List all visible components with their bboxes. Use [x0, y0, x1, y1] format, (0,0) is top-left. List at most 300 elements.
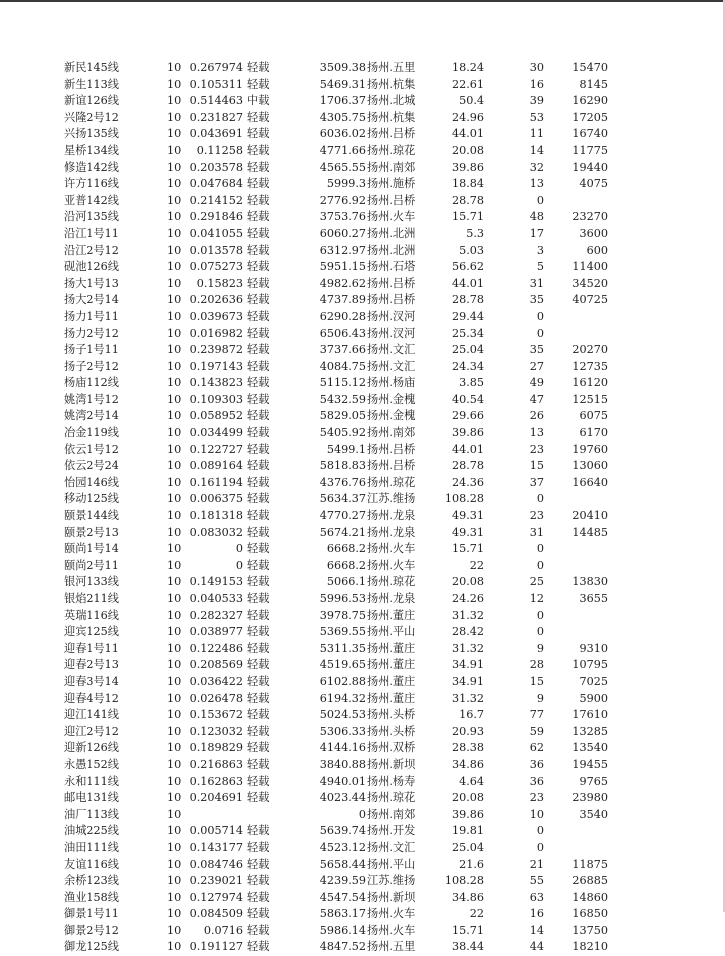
cell-name: 新谊126线	[64, 94, 119, 108]
cell-n: 10	[167, 127, 181, 141]
cell-val: 2776.92	[319, 193, 366, 207]
cell-type: 轻载	[247, 774, 270, 788]
table-row	[0, 292, 725, 309]
cell-n: 10	[167, 509, 181, 523]
cell-len: 15.71	[451, 210, 484, 224]
cell-tot: 3600	[579, 226, 608, 240]
cell-loc: 扬州.头桥	[367, 724, 416, 738]
cell-name: 迎新126线	[64, 741, 119, 755]
cell-cnt: 16	[529, 77, 544, 91]
cell-type: 轻载	[247, 442, 270, 456]
cell-n: 10	[167, 757, 181, 771]
cell-type: 轻载	[247, 392, 270, 406]
cell-tot: 18210	[572, 940, 608, 954]
cell-tot: 600	[586, 243, 608, 257]
cell-ratio: 0.043691	[189, 127, 243, 141]
cell-ratio: 0.214152	[189, 193, 243, 207]
cell-tot: 16290	[572, 94, 608, 108]
cell-n: 10	[167, 359, 181, 373]
cell-val: 1706.37	[319, 94, 366, 108]
cell-len: 4.64	[459, 774, 484, 788]
cell-n: 10	[167, 592, 181, 605]
cell-n: 10	[167, 525, 181, 539]
cell-len: 22	[469, 558, 484, 572]
table-row	[0, 226, 725, 243]
cell-val: 6102.88	[319, 674, 366, 688]
cell-loc: 扬州.董庄	[367, 691, 416, 705]
cell-n: 10	[167, 890, 181, 904]
cell-ratio: 0.034499	[189, 426, 243, 440]
table-row	[0, 359, 725, 376]
cell-name: 余桥123线	[64, 874, 119, 888]
cell-len: 108.28	[444, 492, 484, 506]
cell-type: 轻载	[247, 874, 270, 888]
cell-len: 108.28	[444, 874, 484, 888]
cell-len: 25.04	[451, 840, 484, 854]
cell-cnt: 17	[529, 226, 544, 240]
cell-loc: 扬州.北洲	[367, 243, 416, 257]
cell-n: 10	[167, 160, 181, 174]
cell-tot: 17610	[572, 708, 608, 722]
cell-name: 永和111线	[64, 774, 119, 788]
cell-len: 24.34	[451, 359, 484, 373]
cell-len: 24.36	[451, 475, 484, 489]
cell-loc: 扬州.杨庙	[367, 376, 416, 390]
cell-n: 10	[167, 791, 181, 805]
cell-name: 扬力1号11	[64, 309, 119, 323]
cell-name: 修造142线	[64, 160, 119, 174]
cell-len: 31.32	[451, 608, 484, 622]
cell-loc: 扬州.董庄	[367, 658, 416, 672]
cell-len: 29.66	[451, 409, 484, 423]
cell-val: 3509.38	[319, 61, 366, 74]
cell-type: 轻载	[247, 293, 270, 307]
cell-val: 5863.17	[319, 907, 366, 921]
cell-tot: 5900	[579, 691, 608, 705]
cell-ratio: 0.013578	[189, 243, 243, 257]
cell-ratio: 0.123032	[189, 724, 243, 738]
table-row	[0, 840, 725, 857]
cell-cnt: 0	[536, 840, 544, 854]
cell-cnt: 77	[529, 708, 544, 722]
table-row	[0, 126, 725, 143]
cell-tot: 40725	[572, 293, 608, 307]
cell-loc: 扬州.吕桥	[367, 442, 416, 456]
cell-cnt: 23	[529, 791, 544, 805]
cell-n: 10	[167, 343, 181, 357]
spreadsheet-table	[0, 60, 725, 956]
cell-tot: 11775	[572, 143, 608, 157]
cell-ratio: 0.162863	[189, 774, 243, 788]
table-row	[0, 309, 725, 326]
cell-val: 4519.65	[319, 658, 366, 672]
cell-tot: 14485	[572, 525, 608, 539]
cell-val: 6312.97	[319, 243, 366, 257]
cell-val: 3737.66	[319, 343, 366, 357]
cell-cnt: 28	[529, 658, 544, 672]
cell-loc: 扬州.琼花	[367, 575, 416, 589]
cell-ratio: 0.005714	[189, 824, 243, 838]
cell-ratio: 0.0716	[203, 923, 243, 937]
table-row	[0, 243, 725, 260]
cell-len: 31.32	[451, 691, 484, 705]
cell-name: 冶金119线	[64, 426, 119, 440]
cell-n: 10	[167, 210, 181, 224]
cell-loc: 扬州.火车	[367, 923, 416, 937]
cell-loc: 扬州.琼花	[367, 143, 416, 157]
cell-name: 怡园146线	[64, 475, 119, 489]
cell-name: 姚湾2号14	[64, 409, 119, 423]
cell-len: 50.4	[459, 94, 484, 108]
cell-name: 迎春3号14	[64, 674, 119, 688]
cell-ratio: 0.047684	[189, 177, 243, 191]
cell-cnt: 5	[536, 260, 544, 274]
cell-name: 沿河135线	[64, 210, 119, 224]
cell-tot: 10795	[572, 658, 608, 672]
cell-n: 10	[167, 392, 181, 406]
cell-n: 10	[167, 674, 181, 688]
cell-cnt: 37	[529, 475, 544, 489]
cell-ratio: 0.075273	[189, 260, 243, 274]
cell-cnt: 0	[536, 193, 544, 207]
cell-val: 4305.75	[319, 110, 366, 124]
cell-name: 沿江1号11	[64, 226, 119, 240]
cell-type: 轻载	[247, 260, 270, 274]
cell-ratio: 0.109303	[189, 392, 243, 406]
cell-cnt: 0	[536, 492, 544, 506]
cell-n: 10	[167, 724, 181, 738]
cell-cnt: 36	[529, 757, 544, 771]
cell-tot: 23270	[572, 210, 608, 224]
cell-n: 10	[167, 143, 181, 157]
cell-type: 轻载	[247, 608, 270, 622]
cell-cnt: 13	[529, 426, 544, 440]
cell-tot: 7025	[579, 674, 608, 688]
cell-loc: 扬州.南郊	[367, 160, 416, 174]
cell-loc: 扬州.头桥	[367, 708, 416, 722]
cell-loc: 扬州.石塔	[367, 260, 416, 274]
cell-name: 兴扬135线	[64, 127, 119, 141]
cell-n: 10	[167, 874, 181, 888]
cell-val: 5986.14	[319, 923, 366, 937]
cell-ratio: 0	[235, 542, 243, 556]
cell-cnt: 14	[529, 923, 544, 937]
table-row	[0, 674, 725, 691]
cell-loc: 扬州.金槐	[367, 392, 416, 406]
cell-tot: 16850	[572, 907, 608, 921]
cell-name: 扬大1号13	[64, 276, 119, 290]
cell-n: 10	[167, 542, 181, 556]
cell-val: 6668.2	[326, 542, 366, 556]
cell-type: 轻载	[247, 757, 270, 771]
cell-loc: 扬州.龙泉	[367, 525, 416, 539]
table-row	[0, 408, 725, 425]
cell-n: 10	[167, 177, 181, 191]
cell-val: 5829.05	[319, 409, 366, 423]
cell-n: 10	[167, 940, 181, 954]
cell-n: 10	[167, 376, 181, 390]
cell-len: 31.32	[451, 641, 484, 655]
cell-len: 20.93	[451, 724, 484, 738]
cell-name: 油厂113线	[64, 807, 119, 821]
cell-name: 移动125线	[64, 492, 119, 506]
cell-len: 40.54	[451, 392, 484, 406]
cell-loc: 扬州.文汇	[367, 343, 416, 357]
cell-loc: 扬州.琼花	[367, 791, 416, 805]
cell-name: 油田111线	[64, 840, 119, 854]
cell-n: 10	[167, 658, 181, 672]
cell-name: 杨庙112线	[64, 376, 119, 390]
cell-type: 轻载	[247, 193, 270, 207]
cell-n: 10	[167, 326, 181, 340]
cell-n: 10	[167, 824, 181, 838]
cell-val: 6060.27	[319, 226, 366, 240]
cell-val: 5311.35	[319, 641, 366, 655]
cell-name: 新民145线	[64, 61, 119, 74]
cell-ratio: 0.189829	[189, 741, 243, 755]
table-row	[0, 906, 725, 923]
cell-tot: 17205	[572, 110, 608, 124]
cell-loc: 扬州.吕桥	[367, 127, 416, 141]
cell-val: 5996.53	[319, 592, 366, 605]
cell-loc: 扬州.火车	[367, 210, 416, 224]
cell-name: 永愚152线	[64, 757, 119, 771]
cell-tot: 11875	[572, 857, 608, 871]
cell-val: 5818.83	[319, 459, 366, 473]
cell-cnt: 31	[529, 525, 544, 539]
cell-n: 10	[167, 110, 181, 124]
cell-len: 18.24	[451, 61, 484, 74]
cell-type: 轻载	[247, 492, 270, 506]
cell-val: 6036.02	[319, 127, 366, 141]
cell-n: 10	[167, 907, 181, 921]
cell-len: 15.71	[451, 542, 484, 556]
cell-cnt: 15	[529, 459, 544, 473]
cell-len: 34.91	[451, 674, 484, 688]
table-row	[0, 342, 725, 359]
table-row	[0, 143, 725, 160]
cell-ratio: 0.149153	[189, 575, 243, 589]
cell-ratio: 0.143177	[189, 840, 243, 854]
cell-val: 5405.92	[319, 426, 366, 440]
cell-cnt: 47	[529, 392, 544, 406]
table-row	[0, 60, 725, 77]
cell-tot: 3540	[579, 807, 608, 821]
table-row	[0, 740, 725, 757]
cell-loc: 扬州.南郊	[367, 807, 416, 821]
cell-type: 轻载	[247, 110, 270, 124]
table-row	[0, 574, 725, 591]
cell-type: 轻载	[247, 61, 270, 74]
table-row	[0, 757, 725, 774]
cell-type: 轻载	[247, 857, 270, 871]
cell-name: 渔业158线	[64, 890, 119, 904]
table-row	[0, 923, 725, 940]
cell-n: 10	[167, 276, 181, 290]
cell-len: 21.6	[459, 857, 484, 871]
table-row	[0, 774, 725, 791]
cell-type: 轻载	[247, 127, 270, 141]
cell-ratio: 0.127974	[189, 890, 243, 904]
table-row	[0, 259, 725, 276]
cell-val: 5499.1	[326, 442, 366, 456]
cell-loc: 扬州.汊河	[367, 326, 416, 340]
table-row	[0, 508, 725, 525]
cell-loc: 扬州.南郊	[367, 426, 416, 440]
cell-type: 轻载	[247, 409, 270, 423]
cell-len: 44.01	[451, 127, 484, 141]
cell-type: 轻载	[247, 641, 270, 655]
cell-loc: 扬州.火车	[367, 907, 416, 921]
cell-cnt: 9	[536, 641, 544, 655]
cell-n: 10	[167, 558, 181, 572]
cell-val: 4737.89	[319, 293, 366, 307]
cell-len: 44.01	[451, 276, 484, 290]
table-row	[0, 591, 725, 608]
cell-name: 颐尚1号14	[64, 542, 119, 556]
cell-cnt: 48	[529, 210, 544, 224]
cell-n: 10	[167, 260, 181, 274]
cell-ratio: 0.039673	[189, 309, 243, 323]
cell-type: 轻载	[247, 741, 270, 755]
cell-loc: 扬州.开发	[367, 824, 416, 838]
cell-tot: 6075	[579, 409, 608, 423]
table-row	[0, 442, 725, 459]
cell-cnt: 25	[529, 575, 544, 589]
cell-len: 34.86	[451, 757, 484, 771]
cell-loc: 扬州.琼花	[367, 475, 416, 489]
cell-cnt: 44	[529, 940, 544, 954]
cell-ratio: 0.216863	[189, 757, 243, 771]
cell-tot: 12735	[572, 359, 608, 373]
cell-cnt: 59	[529, 724, 544, 738]
table-row	[0, 790, 725, 807]
cell-ratio: 0.239021	[189, 874, 243, 888]
cell-name: 迎春4号12	[64, 691, 119, 705]
cell-cnt: 10	[529, 807, 544, 821]
cell-ratio: 0.083032	[189, 525, 243, 539]
cell-name: 迎江141线	[64, 708, 119, 722]
table-row	[0, 558, 725, 575]
cell-tot: 9765	[579, 774, 608, 788]
cell-tot: 13830	[572, 575, 608, 589]
cell-len: 24.96	[451, 110, 484, 124]
cell-loc: 扬州.双桥	[367, 741, 416, 755]
cell-loc: 扬州.火车	[367, 558, 416, 572]
cell-tot: 20270	[572, 343, 608, 357]
cell-name: 沿江2号12	[64, 243, 119, 257]
cell-type: 轻载	[247, 525, 270, 539]
table-row	[0, 491, 725, 508]
cell-loc: 江苏.维扬	[367, 492, 416, 506]
cell-ratio: 0.197143	[189, 359, 243, 373]
cell-tot: 16120	[572, 376, 608, 390]
cell-tot: 13285	[572, 724, 608, 738]
cell-type: 轻载	[247, 160, 270, 174]
cell-len: 28.42	[451, 625, 484, 639]
cell-type: 轻载	[247, 309, 270, 323]
cell-tot: 13750	[572, 923, 608, 937]
cell-loc: 扬州.金槐	[367, 409, 416, 423]
cell-cnt: 49	[529, 376, 544, 390]
cell-cnt: 35	[529, 293, 544, 307]
cell-cnt: 3	[536, 243, 544, 257]
cell-ratio: 0.143823	[189, 376, 243, 390]
table-row	[0, 857, 725, 874]
cell-cnt: 53	[529, 110, 544, 124]
cell-val: 6668.2	[326, 558, 366, 572]
cell-val: 5469.31	[319, 77, 366, 91]
cell-tot: 6170	[579, 426, 608, 440]
table-row	[0, 873, 725, 890]
cell-cnt: 9	[536, 691, 544, 705]
cell-type: 轻载	[247, 542, 270, 556]
cell-val: 0	[358, 807, 366, 821]
cell-cnt: 30	[529, 61, 544, 74]
cell-name: 颐景2号13	[64, 525, 119, 539]
table-row	[0, 392, 725, 409]
cell-len: 28.38	[451, 741, 484, 755]
cell-n: 10	[167, 193, 181, 207]
cell-name: 星桥134线	[64, 143, 119, 157]
table-row	[0, 176, 725, 193]
cell-ratio: 0.191127	[189, 940, 243, 954]
cell-name: 英瑞116线	[64, 608, 119, 622]
cell-type: 轻载	[247, 376, 270, 390]
cell-type: 轻载	[247, 210, 270, 224]
cell-val: 4565.55	[319, 160, 366, 174]
cell-val: 5024.53	[319, 708, 366, 722]
cell-loc: 扬州.龙泉	[367, 509, 416, 523]
cell-len: 22.61	[451, 77, 484, 91]
cell-len: 28.78	[451, 193, 484, 207]
cell-name: 姚湾1号12	[64, 392, 119, 406]
cell-ratio: 0.15823	[196, 276, 243, 290]
table-row	[0, 657, 725, 674]
cell-cnt: 26	[529, 409, 544, 423]
cell-val: 4982.62	[319, 276, 366, 290]
cell-len: 25.04	[451, 343, 484, 357]
cell-loc: 扬州.五里	[367, 61, 416, 74]
cell-n: 10	[167, 807, 181, 821]
cell-name: 扬子2号12	[64, 359, 119, 373]
cell-tot: 16740	[572, 127, 608, 141]
cell-n: 10	[167, 857, 181, 871]
cell-type: 中载	[247, 94, 270, 108]
cell-ratio: 0.203578	[189, 160, 243, 174]
cell-tot: 20410	[572, 509, 608, 523]
cell-len: 28.78	[451, 293, 484, 307]
cell-loc: 扬州.吕桥	[367, 293, 416, 307]
cell-len: 25.34	[451, 326, 484, 340]
cell-loc: 扬州.施桥	[367, 177, 416, 191]
cell-type: 轻载	[247, 824, 270, 838]
cell-len: 44.01	[451, 442, 484, 456]
cell-ratio: 0.041055	[189, 226, 243, 240]
cell-cnt: 55	[529, 874, 544, 888]
cell-name: 兴隆2号12	[64, 110, 119, 124]
cell-ratio: 0.006375	[189, 492, 243, 506]
table-row	[0, 425, 725, 442]
cell-cnt: 27	[529, 359, 544, 373]
cell-val: 5951.15	[319, 260, 366, 274]
cell-val: 4547.54	[319, 890, 366, 904]
cell-cnt: 21	[529, 857, 544, 871]
cell-loc: 扬州.新坝	[367, 757, 416, 771]
cell-tot: 19440	[572, 160, 608, 174]
cell-ratio: 0.267974	[189, 61, 243, 74]
cell-ratio: 0.084509	[189, 907, 243, 921]
